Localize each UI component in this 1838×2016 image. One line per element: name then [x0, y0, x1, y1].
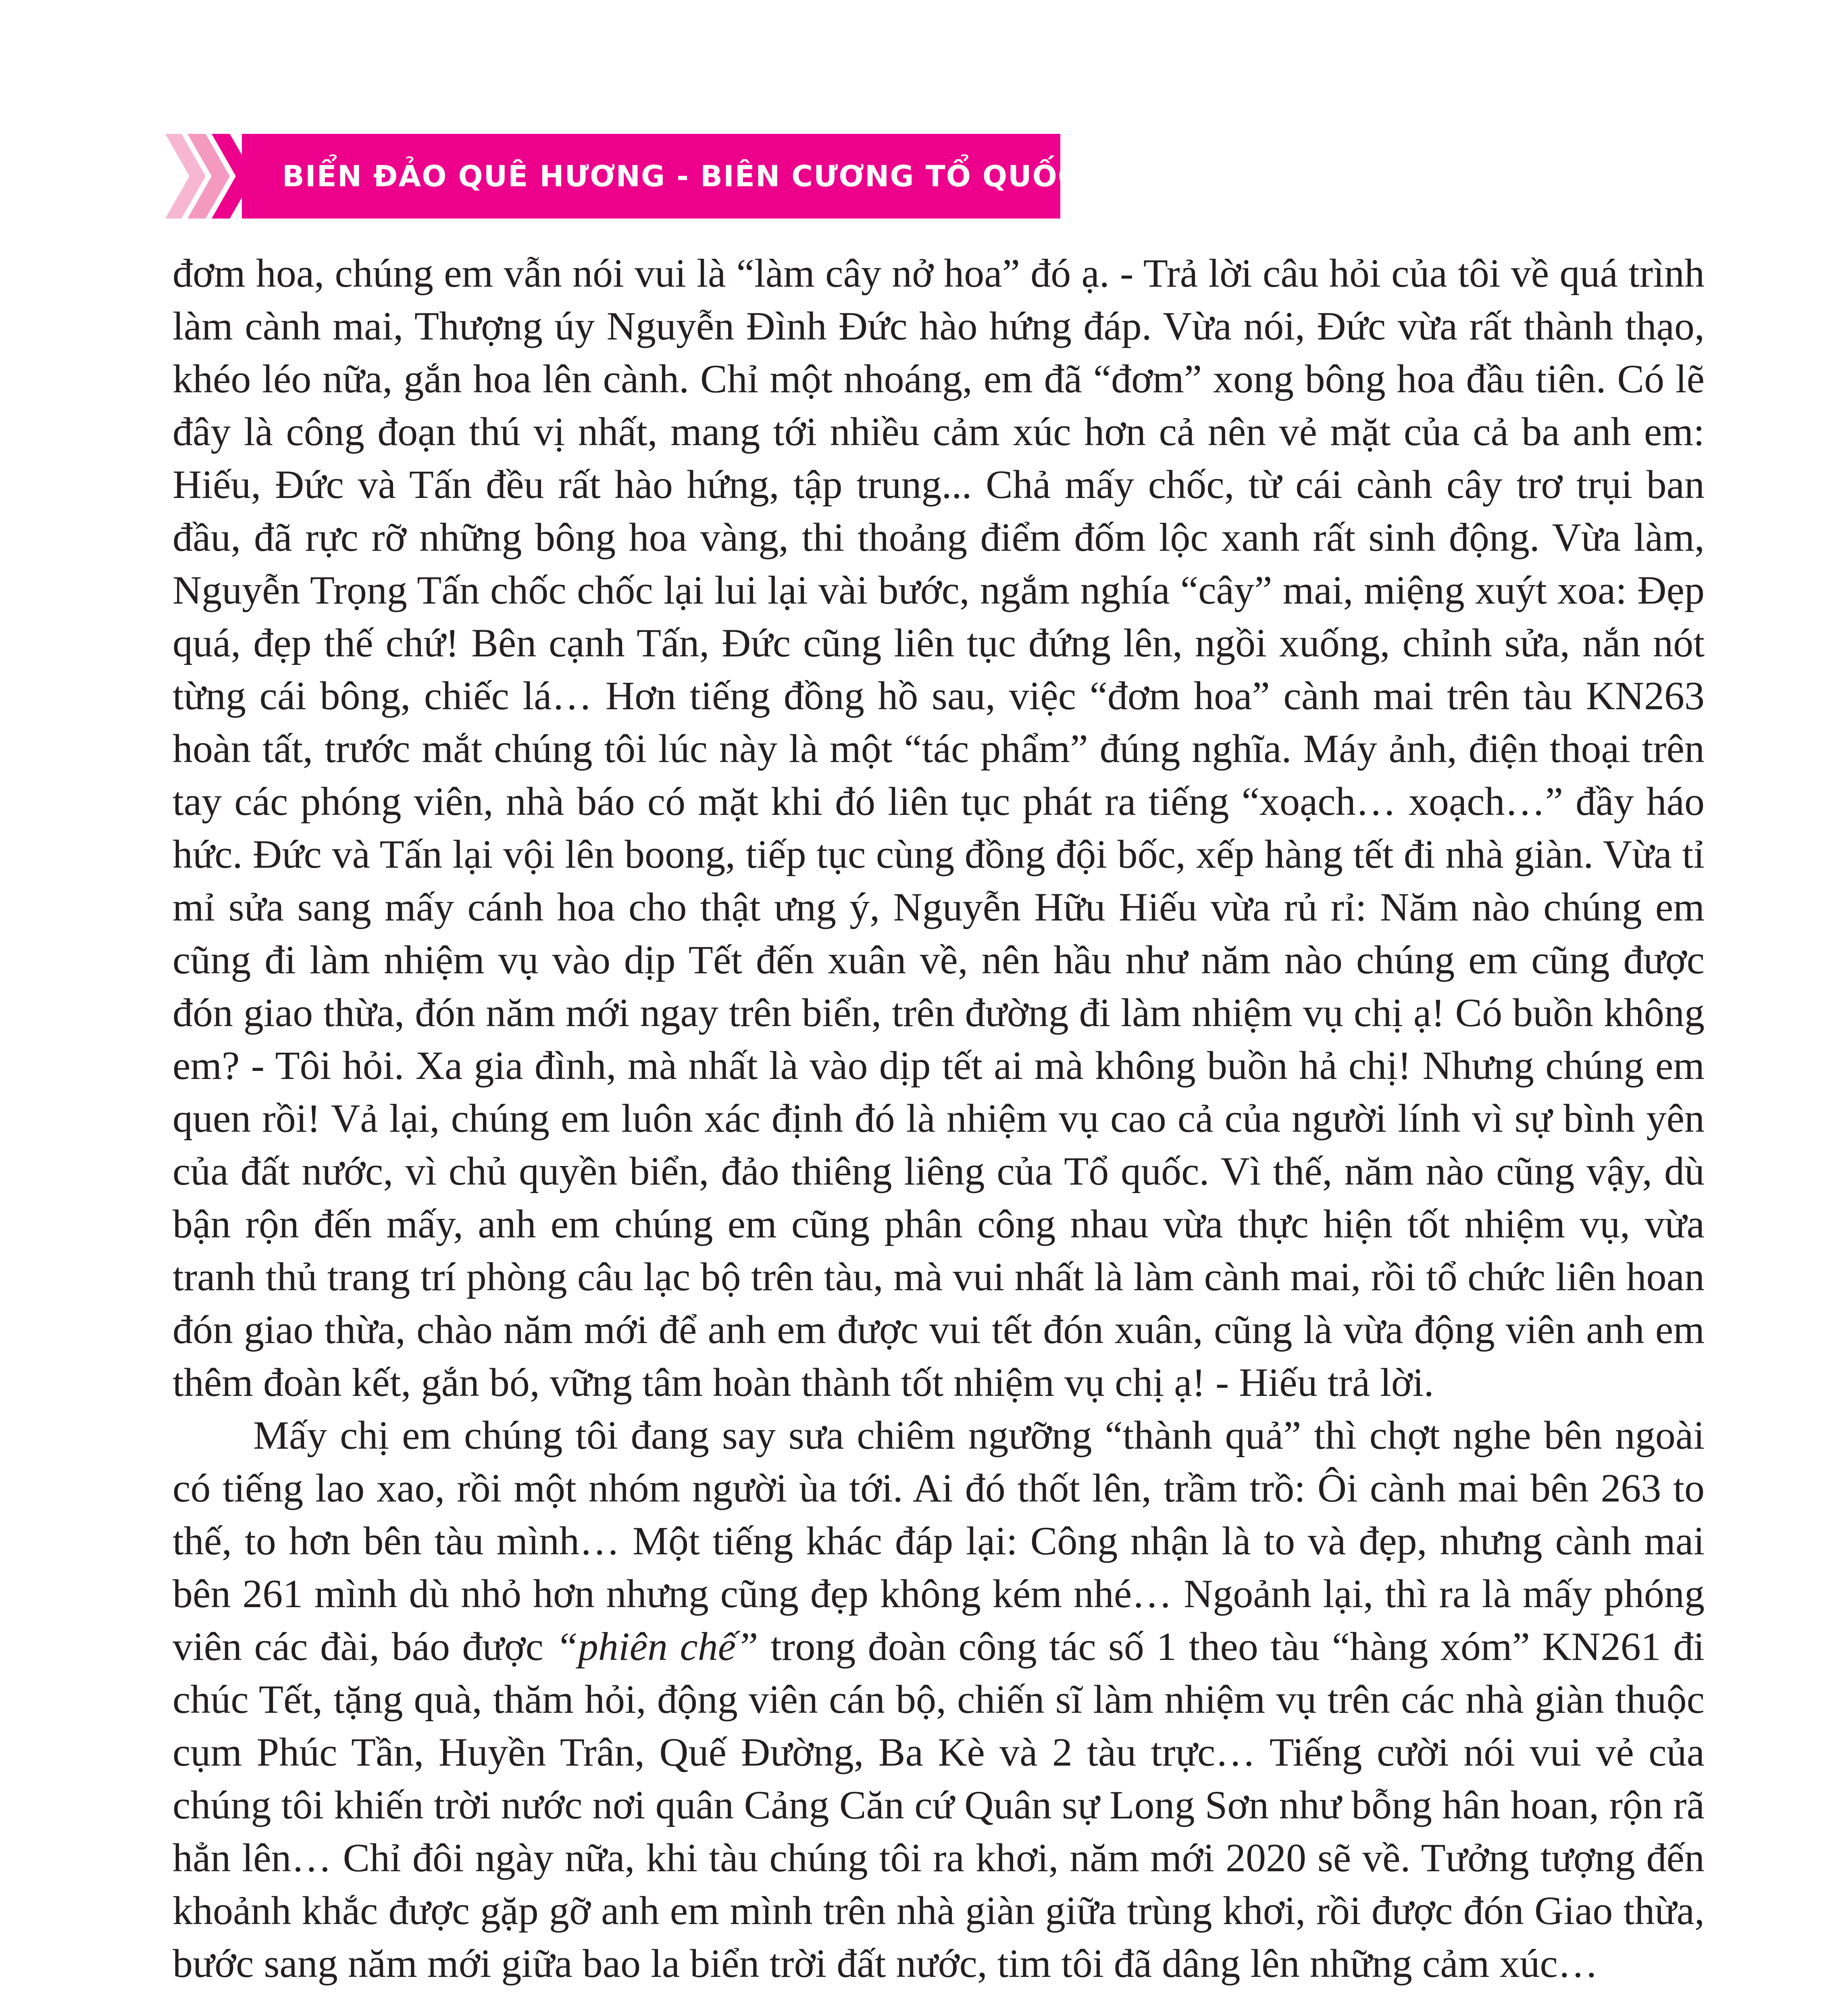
section-title: BIỂN ĐẢO QUÊ HƯƠNG - BIÊN CƯƠNG TỔ QUỐC: [282, 159, 1080, 193]
paragraph-2-part-b: trong đoàn công tác số 1 theo tàu “hàng xóm” KN261 đi chúc Tết, tặng quà, thăm hỏi, động viên cán bộ, chiến sĩ làm nhiệm vụ trên các nhà giàn thuộc cụm Phúc Tần, Huyền Trân, Quế Đường, Ba Kè và 2 tàu trực… Tiếng cười nói vui vẻ của chúng tôi khiến trời nước nơi quân Cảng Căn cứ Quân sự Long Sơn như bỗng hân hoan, rộn rã hẳn lên… Chỉ đôi ngày nữa, khi tàu chúng tôi ra khơi, năm mới 2020 sẽ về. Tưởng tượng đến khoảnh khắc được gặp gỡ anh em mình trên nhà giàn giữa trùng khơi, rồi được đón Giao thừa, bước sang năm mới giữa bao la biển trời đất nước, tim tôi đã dâng lên những cảm xúc…: [173, 1624, 1705, 1986]
section-header: [165, 134, 1080, 219]
paragraph-1: đơm hoa, chúng em vẫn nói vui là “làm cây nở hoa” đó ạ. - Trả lời câu hỏi của tôi về quá trình làm cành mai, Thượng úy Nguyễn Đình Đức hào hứng đáp. Vừa nói, Đức vừa rất thành thạo, khéo léo nữa, gắn hoa lên cành. Chỉ một nhoáng, em đã “đơm” xong bông hoa đầu tiên. Có lẽ đây là công đoạn thú vị nhất, mang tới nhiều cảm xúc hơn cả nên vẻ mặt của cả ba anh em: Hiếu, Đức và Tấn đều rất hào hứng, tập trung... Chả mấy chốc, từ cái cành cây trơ trụi ban đầu, đã rực rỡ những bông hoa vàng, thi thoảng điểm đốm lộc xanh rất sinh động. Vừa làm, Nguyễn Trọng Tấn chốc chốc lại lui lại vài bước, ngắm nghía “cây” mai, miệng xuýt xoa: Đẹp quá, đẹp thế chứ! Bên cạnh Tấn, Đức cũng liên tục đứng lên, ngồi xuống, chỉnh sửa, nắn nót từng cái bông, chiếc lá… Hơn tiếng đồng hồ sau, việc “đơm hoa” cành mai trên tàu KN263 hoàn tất, trước mắt chúng tôi lúc này là một “tác phẩm” đúng nghĩa. Máy ảnh, điện thoại trên tay các phóng viên, nhà báo có mặt khi đó liên tục phát ra tiếng “xoạch… xoạch…” đầy háo hức. Đức và Tấn lại vội lên boong, tiếp tục cùng đồng đội bốc, xếp hàng tết đi nhà giàn. Vừa tỉ mỉ sửa sang mấy cánh hoa cho thật ưng ý, Nguyễn Hữu Hiếu vừa rủ rỉ: Năm nào chúng em cũng đi làm nhiệm vụ vào dịp Tết đến xuân về, nên hầu như năm nào chúng em cũng được đón giao thừa, đón năm mới ngay trên biển, trên đường đi làm nhiệm vụ chị ạ! Có buồn không em? - Tôi hỏi. Xa gia đình, mà nhất là vào dịp tết ai mà không buồn hả chị! Nhưng chúng em quen rồi! Vả lại, chúng em luôn xác định đó là nhiệm vụ cao cả của người lính vì sự bình yên của đất nước, vì chủ quyền biển, đảo thiêng liêng của Tổ quốc. Vì thế, năm nào cũng vậy, dù bận rộn đến mấy, anh em chúng em cũng phân công nhau vừa thực hiện tốt nhiệm vụ, vừa tranh thủ trang trí phòng câu lạc bộ trên tàu, mà vui nhất là làm cành mai, rồi tổ chức liên hoan đón giao thừa, chào năm mới để anh em được vui tết đón xuân, cũng là vừa động viên anh em thêm đoàn kết, gắn bó, vững tâm hoàn thành tốt nhiệm vụ chị ạ! - Hiếu trả lời.: [173, 251, 1705, 1405]
paragraph-2: [173, 1409, 1705, 1990]
paragraph-2-emphasis: “phiên chế”: [556, 1624, 758, 1669]
article-body: [173, 247, 1705, 1990]
paragraph-2-part-a: Mấy chị em chúng tôi đang say sưa chiêm ngưỡng “thành quả” thì chợt nghe bên ngoài có tiếng lao xao, rồi một nhóm người ùa tới. Ai đó thốt lên, trầm trồ: Ôi cành mai bên 263 to thế, to hơn bên tàu mình… Một tiếng khác đáp lại: Công nhận là to và đẹp, nhưng cành mai bên 261 mình dù nhỏ hơn nhưng cũng đẹp không kém nhé… Ngoảnh lại, thì ra là mấy phóng viên các đài, báo được: [173, 1413, 1705, 1669]
